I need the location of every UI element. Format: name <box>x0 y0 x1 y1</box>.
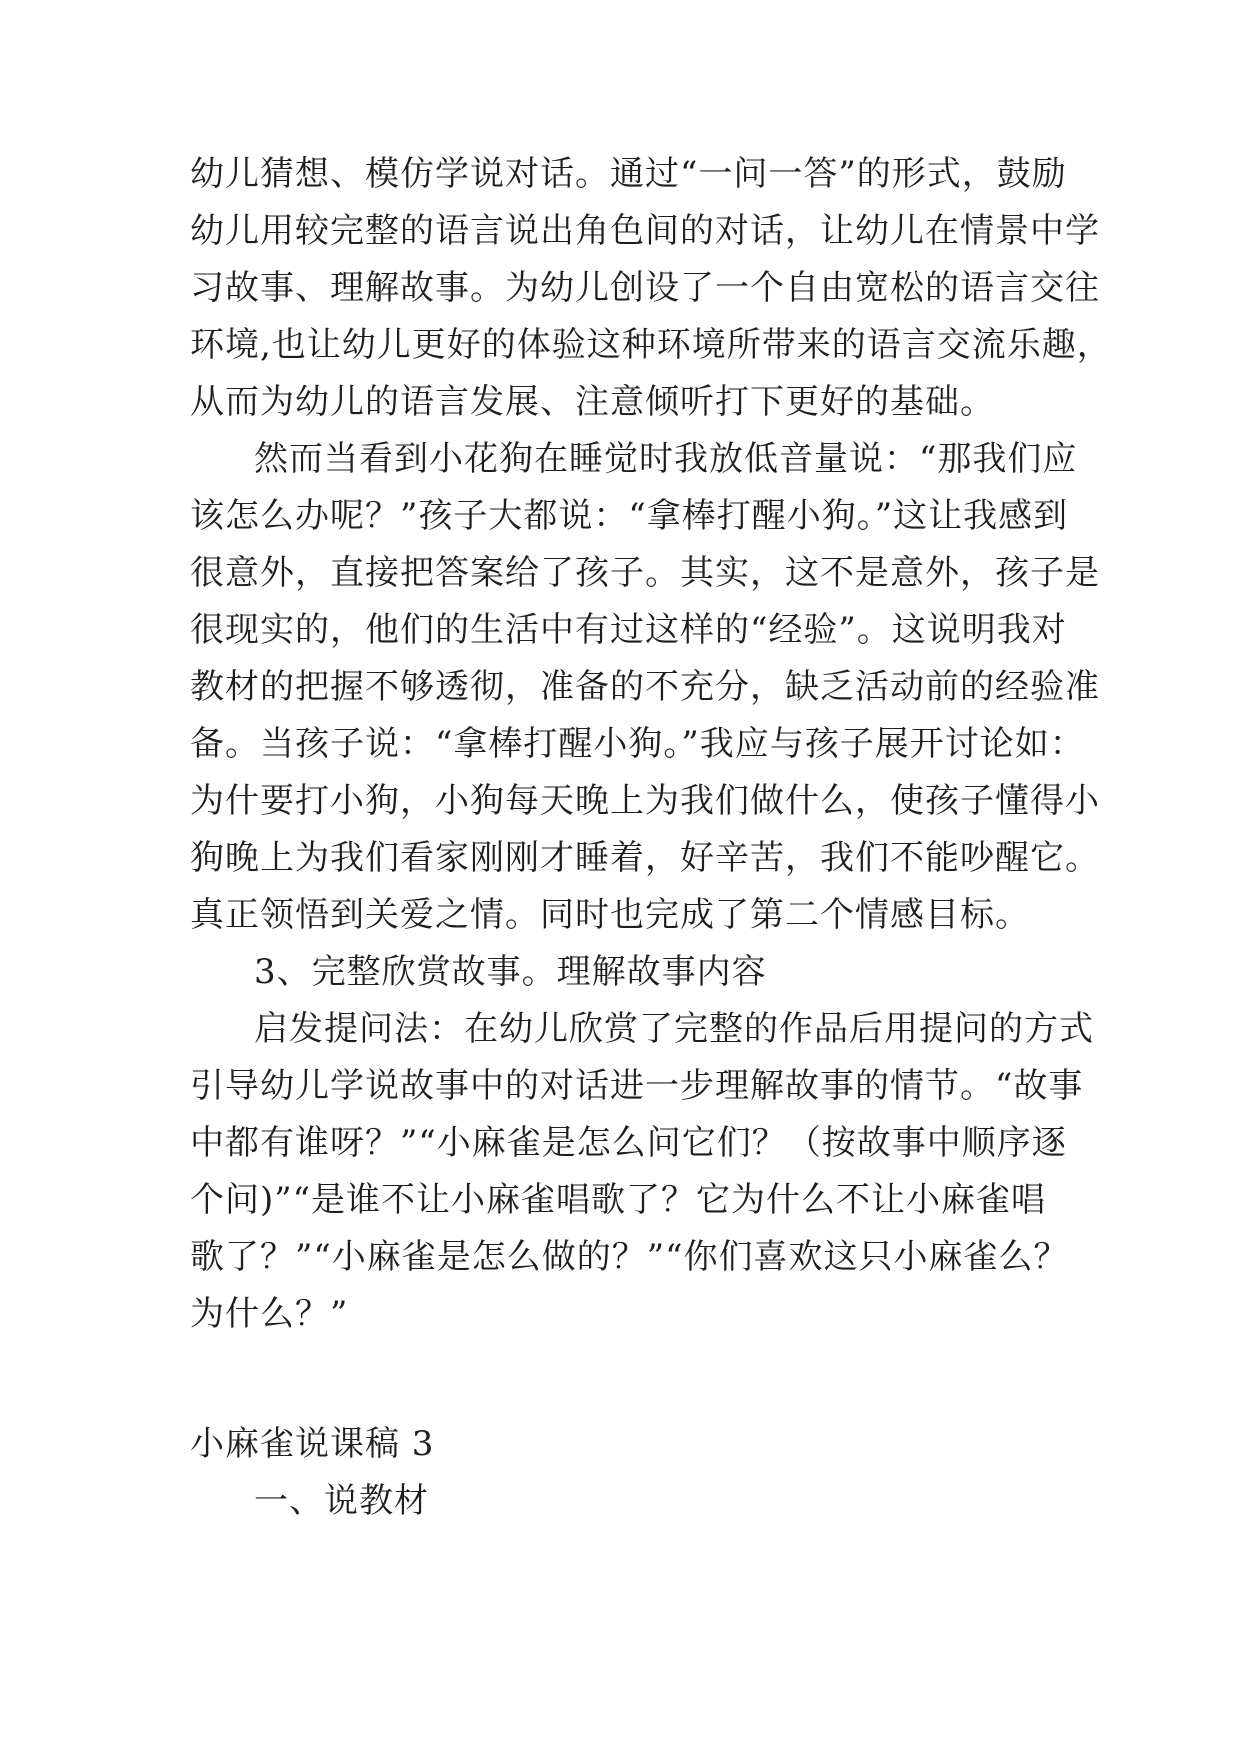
text-line: 教材的把握不够透彻，准备的不充分，缺乏活动前的经验准 <box>190 667 1100 707</box>
text-line: 备。当孩子说：“拿棒打醒小狗。”我应与孩子展开讨论如： <box>190 724 1085 764</box>
text-line: 很现实的，他们的生活中有过这样的“经验”。这说明我对 <box>190 610 1067 650</box>
text-line: 个问)”“是谁不让小麻雀唱歌了？它为什么不让小麻雀唱 <box>190 1180 1047 1220</box>
text-line: 该怎么办呢？”孩子大都说：“拿棒打醒小狗。”这让我感到 <box>190 496 1069 536</box>
text-line: 狗晚上为我们看家刚刚才睡着，好辛苦，我们不能吵醒它。 <box>190 838 1100 878</box>
section-heading: 3、完整欣赏故事。理解故事内容 <box>254 952 767 992</box>
text-line: 歌了？”“小麻雀是怎么做的？”“你们喜欢这只小麻雀么？ <box>190 1237 1069 1277</box>
text-line: 环境,也让幼儿更好的体验这种环境所带来的语言交流乐趣， <box>190 325 1112 365</box>
text-line: 为什么？” <box>190 1294 349 1334</box>
text-line: 幼儿猜想、模仿学说对话。通过“一问一答”的形式，鼓励 <box>190 154 1067 194</box>
text-line: 真正领悟到关爱之情。同时也完成了第二个情感目标。 <box>190 895 1030 935</box>
text-line: 幼儿用较完整的语言说出角色间的对话，让幼儿在情景中学 <box>190 211 1100 251</box>
paragraph-first-line: 启发提问法：在幼儿欣赏了完整的作品后用提问的方式 <box>254 1009 1094 1049</box>
document-title: 小麻雀说课稿 3 <box>190 1424 435 1464</box>
text-line: 很意外，直接把答案给了孩子。其实，这不是意外，孩子是 <box>190 553 1100 593</box>
section-heading: 一、说教材 <box>254 1481 429 1521</box>
text-line: 习故事、理解故事。为幼儿创设了一个自由宽松的语言交往 <box>190 268 1100 308</box>
text-line: 引导幼儿学说故事中的对话进一步理解故事的情节。“故事 <box>190 1066 1084 1106</box>
text-line: 为什要打小狗，小狗每天晚上为我们做什么，使孩子懂得小 <box>190 781 1100 821</box>
text-line: 从而为幼儿的语言发展、注意倾听打下更好的基础。 <box>190 382 995 422</box>
paragraph-first-line: 然而当看到小花狗在睡觉时我放低音量说：“那我们应 <box>254 439 1078 479</box>
text-line: 中都有谁呀？”“小麻雀是怎么问它们？（按故事中顺序逐 <box>190 1123 1067 1163</box>
